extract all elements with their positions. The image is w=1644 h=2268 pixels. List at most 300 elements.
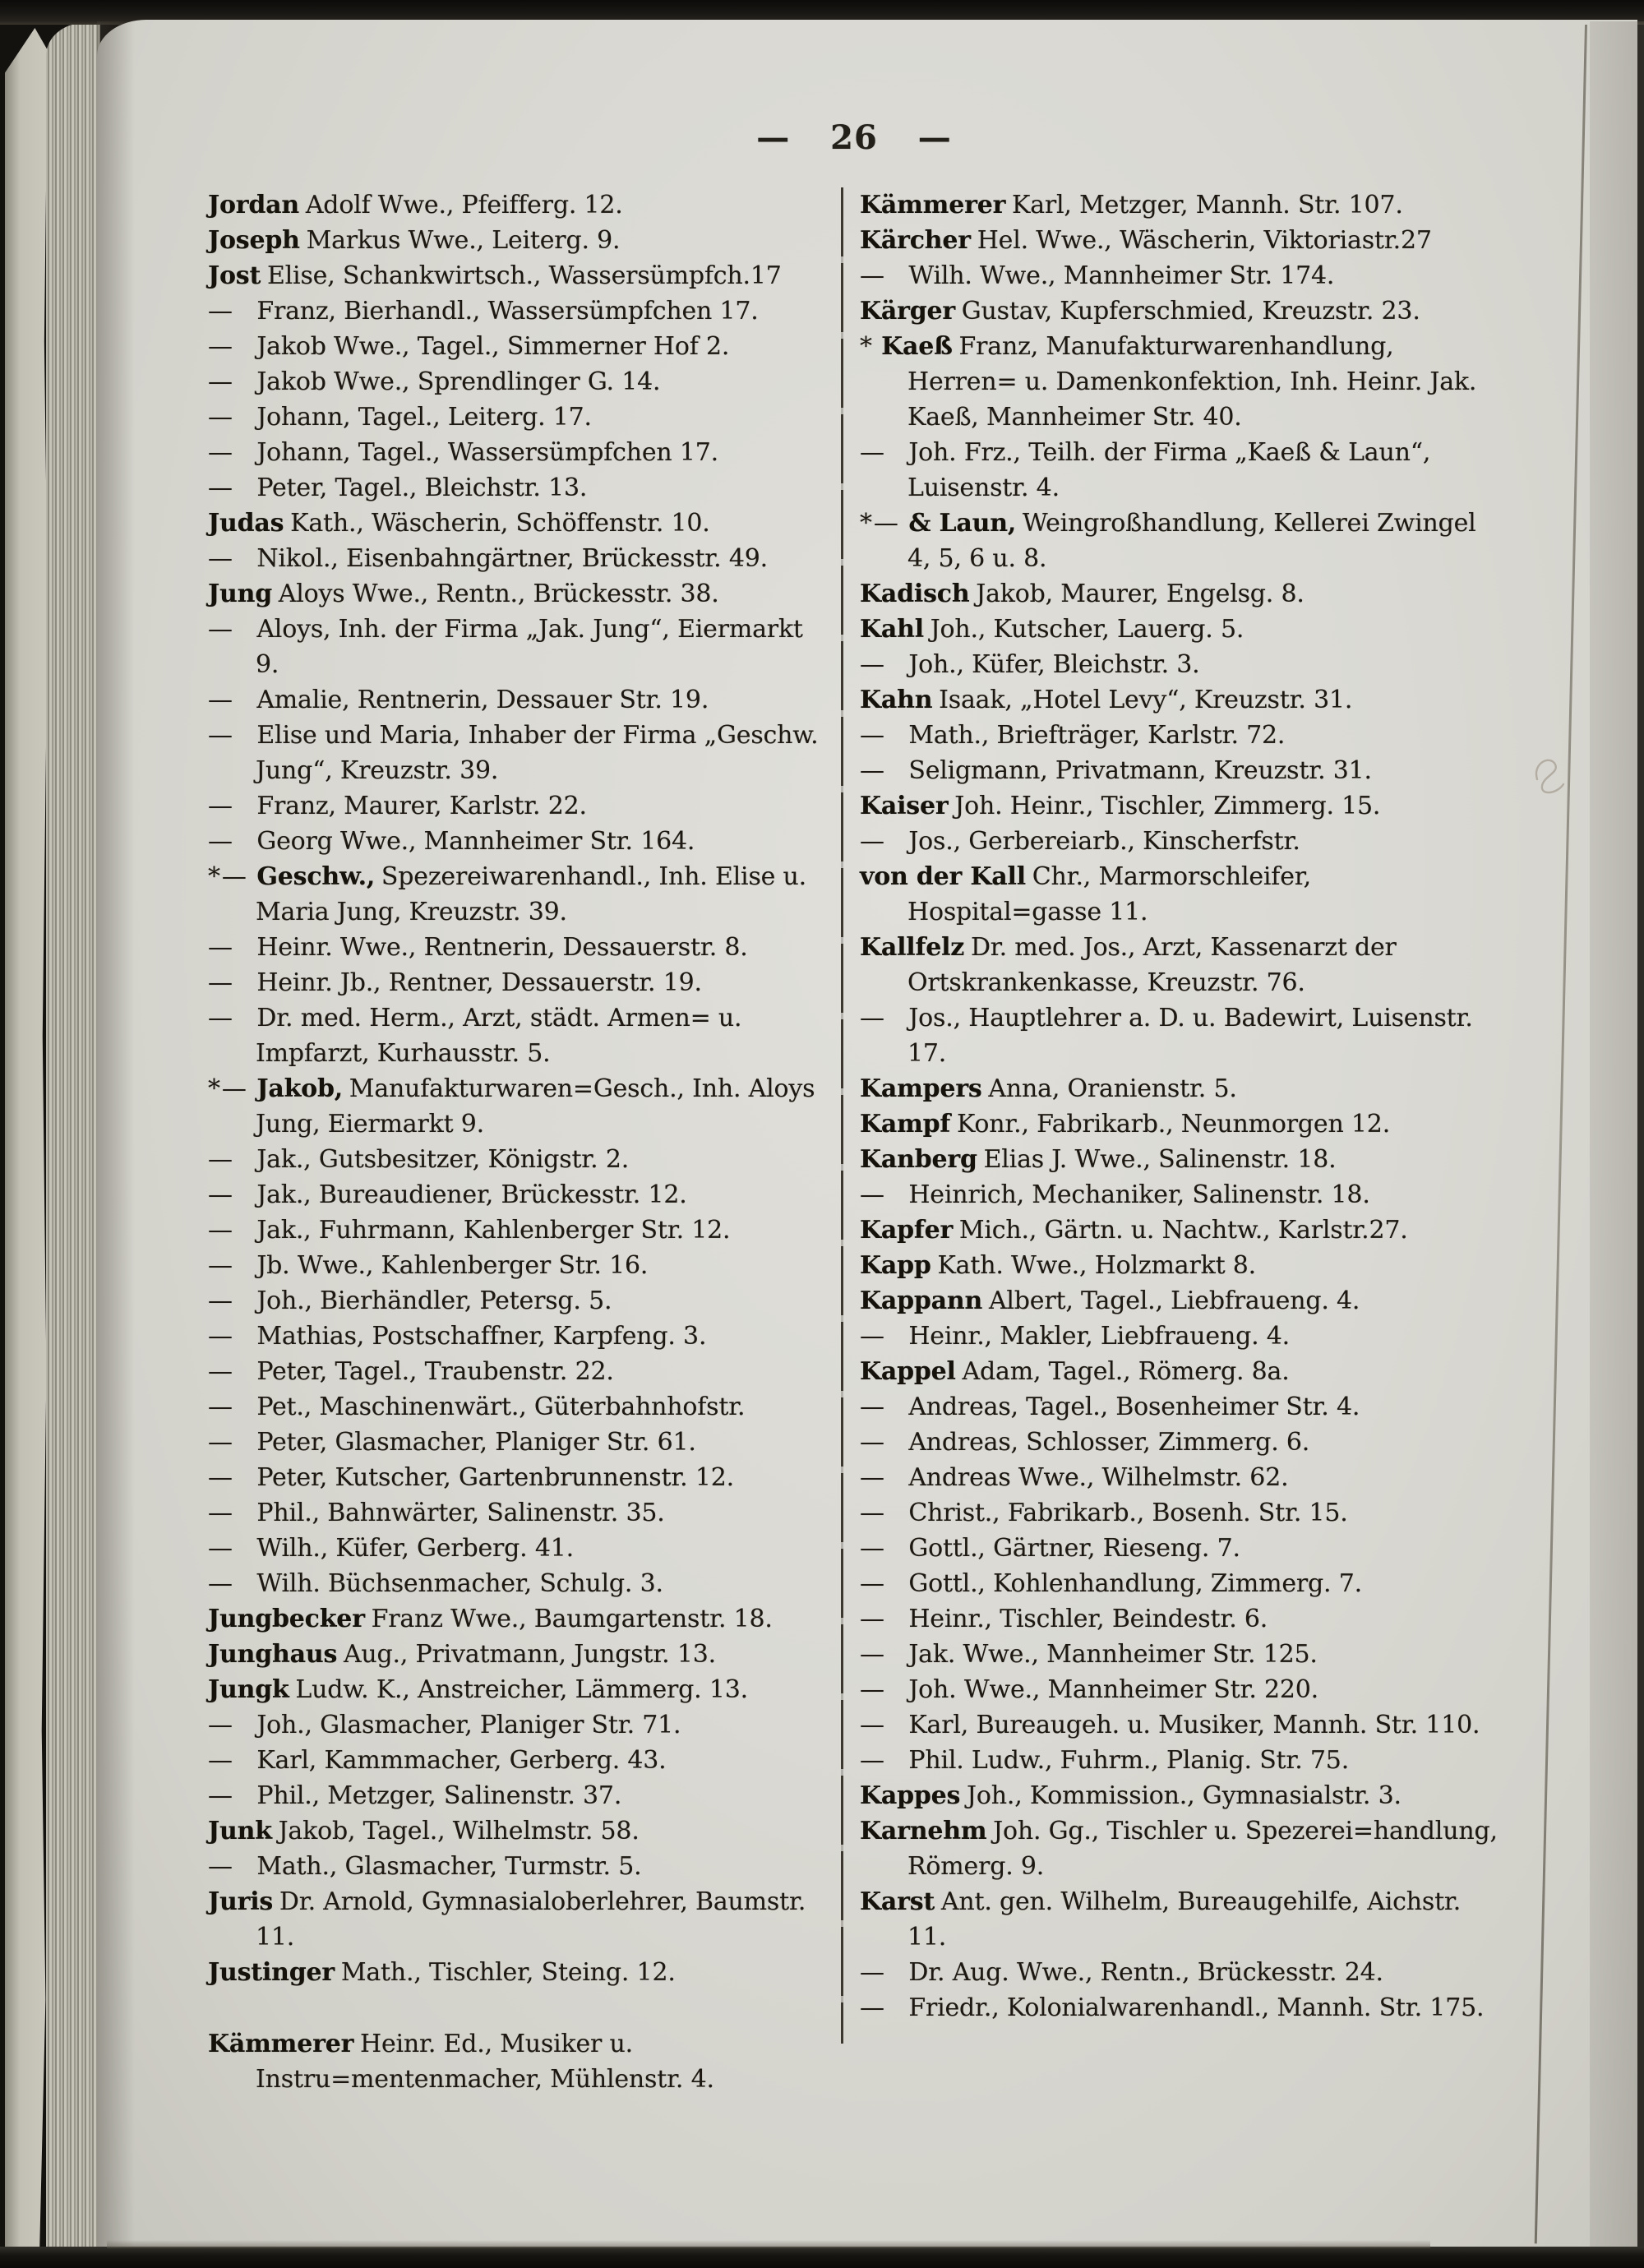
same-surname-dash: — — [208, 933, 233, 962]
entry-text: Dr. Arnold, Gymnasialoberlehrer, Baumstr. 11. — [256, 1887, 806, 1952]
star-marker: * — [208, 1074, 220, 1103]
entry-prefix — [860, 258, 901, 293]
entry-text: Joh., Kommission., Gymnasialstr. 3. — [967, 1781, 1402, 1810]
directory-entry — [860, 1389, 1500, 1425]
entry-text: Wilh., Küfer, Gerberg. 41. — [256, 1534, 574, 1563]
directory-entry — [860, 1813, 1500, 1884]
entry-prefix — [208, 682, 249, 718]
entry-text: Heinr. Jb., Rentner, Dessauerstr. 19. — [256, 968, 702, 997]
directory-entry — [208, 364, 829, 400]
same-surname-dash: — — [860, 1746, 884, 1775]
entry-text: Joh., Bierhändler, Petersg. 5. — [256, 1286, 612, 1315]
star-marker: * — [860, 509, 872, 538]
directory-entry — [208, 682, 829, 718]
directory-entry — [860, 293, 1500, 329]
entry-surname: Kampers — [860, 1074, 982, 1103]
entry-surname: Kampf — [860, 1110, 951, 1139]
directory-entry — [208, 1177, 829, 1213]
entry-surname: Junk — [208, 1817, 272, 1845]
entry-prefix — [208, 824, 249, 859]
entry-text: Jb. Wwe., Kahlenberger Str. 16. — [256, 1251, 649, 1280]
entry-text: Jakob Wwe., Sprendlinger G. 14. — [256, 367, 661, 396]
entry-text: Jakob, Maurer, Engelsg. 8. — [976, 580, 1305, 608]
gutter-shadow — [97, 21, 135, 2255]
same-surname-dash: — — [208, 827, 233, 856]
entry-surname: von der Kall — [860, 862, 1026, 891]
entry-surname: Jost — [208, 261, 261, 290]
directory-entry — [208, 1319, 829, 1354]
directory-entry — [208, 2026, 829, 2097]
directory-entry — [860, 506, 1500, 576]
same-surname-dash: — — [860, 1004, 884, 1032]
entry-prefix — [860, 1177, 901, 1213]
same-surname-dash: — — [208, 1852, 233, 1881]
entry-prefix — [208, 1177, 249, 1213]
entry-surname: Karst — [860, 1887, 935, 1916]
directory-entry — [208, 1884, 829, 1955]
directory-entry — [208, 1495, 829, 1531]
directory-entry — [208, 1566, 829, 1601]
entry-surname: Kaiser — [860, 792, 949, 820]
entry-text: Albert, Tagel., Liebfraueng. 4. — [988, 1286, 1360, 1315]
directory-entry — [208, 329, 829, 364]
entry-text: Heinr. Ed., Musiker u. Instru=mentenmacher, Mühlenstr. 4. — [256, 2030, 714, 2094]
page-number-dash-left: — — [756, 118, 791, 157]
directory-entry — [208, 1672, 829, 1707]
same-surname-dash: — — [860, 1569, 884, 1598]
directory-entry — [860, 1566, 1500, 1601]
directory-entry — [208, 1389, 829, 1425]
entry-prefix — [860, 332, 874, 361]
directory-entry — [208, 1637, 829, 1672]
directory-entry — [208, 1000, 829, 1071]
book-edge-bottom — [0, 2247, 1644, 2268]
entry-text: Ludw. K., Anstreicher, Lämmerg. 13. — [295, 1675, 748, 1704]
entry-text: Adolf Wwe., Pfeifferg. 12. — [305, 191, 623, 219]
directory-entry — [208, 1460, 829, 1495]
page-number — [208, 118, 1500, 157]
entry-text: Amalie, Rentnerin, Dessauer Str. 19. — [256, 686, 709, 714]
entry-text: Peter, Tagel., Traubenstr. 22. — [256, 1357, 614, 1386]
entry-prefix — [860, 1707, 901, 1743]
entry-prefix — [208, 364, 249, 400]
same-surname-dash: — — [208, 1499, 233, 1527]
directory-entry — [860, 435, 1500, 506]
directory-entry — [208, 1778, 829, 1813]
entry-surname: Kaeß — [881, 332, 953, 361]
entry-text: Math., Briefträger, Karlstr. 72. — [908, 721, 1286, 750]
directory-entry — [208, 718, 829, 788]
entry-text: Dr. Aug. Wwe., Rentn., Brückesstr. 24. — [908, 1958, 1383, 1987]
entry-text: Friedr., Kolonialwarenhandl., Mannh. Str. 175. — [908, 1993, 1485, 2022]
same-surname-dash: — — [860, 438, 884, 467]
entry-text: Isaak, „Hotel Levy“, Kreuzstr. 31. — [939, 686, 1353, 714]
directory-column-left — [208, 187, 829, 2097]
directory-entry — [860, 1778, 1500, 1813]
same-surname-dash: — — [208, 1781, 233, 1810]
entry-prefix — [860, 718, 901, 753]
page-edge-shade-right — [1590, 21, 1644, 2254]
directory-entry — [860, 1531, 1500, 1566]
directory-entry — [860, 223, 1500, 258]
entry-prefix — [860, 1425, 901, 1460]
entry-text: Phil., Bahnwärter, Salinenstr. 35. — [256, 1499, 665, 1527]
directory-entry — [208, 1849, 829, 1884]
directory-entry — [208, 400, 829, 435]
entry-text: Aloys Wwe., Rentn., Brückesstr. 38. — [278, 580, 719, 608]
entry-surname: Kärcher — [860, 226, 971, 255]
entry-text: Joh. Wwe., Mannheimer Str. 220. — [908, 1675, 1319, 1704]
entry-text: Jos., Gerbereiarb., Kinscherfstr. — [908, 827, 1300, 856]
entry-surname: Judas — [208, 509, 284, 538]
entry-prefix — [208, 470, 249, 506]
entry-surname: Karnehm — [860, 1817, 987, 1845]
directory-entry — [208, 1283, 829, 1319]
same-surname-dash: — — [860, 827, 884, 856]
directory-entry — [860, 1707, 1500, 1743]
directory-entry — [860, 1177, 1500, 1213]
entry-surname: Jungk — [208, 1675, 289, 1704]
entry-text: Weingroßhandlung, Kellerei Zwingel 4, 5, 6 u. 8. — [907, 509, 1476, 573]
same-surname-dash: — — [208, 1286, 233, 1315]
entry-text: Chr., Marmorschleifer, Hospital=gasse 11. — [907, 862, 1311, 926]
same-surname-dash: — — [208, 297, 233, 326]
entry-prefix — [860, 1990, 901, 2025]
same-surname-dash: — — [208, 1357, 233, 1386]
directory-entry — [860, 788, 1500, 824]
page-stack-edges-left — [46, 23, 100, 2268]
entry-text: Wilh. Wwe., Mannheimer Str. 174. — [908, 261, 1335, 290]
same-surname-dash: — — [208, 1180, 233, 1209]
directory-entry — [860, 1955, 1500, 1990]
same-surname-dash: — — [860, 721, 884, 750]
entry-text: Andreas, Schlosser, Zimmerg. 6. — [908, 1428, 1310, 1457]
entry-text: Mich., Gärtn. u. Nachtw., Karlstr.27. — [958, 1216, 1408, 1245]
entry-text: Markus Wwe., Leiterg. 9. — [306, 226, 621, 255]
entry-prefix — [860, 753, 901, 788]
entry-text: Franz, Maurer, Karlstr. 22. — [256, 792, 587, 820]
same-surname-dash: — — [208, 1746, 233, 1775]
directory-entry — [208, 1142, 829, 1177]
same-surname-dash: — — [860, 1428, 884, 1457]
entry-surname: Kahl — [860, 615, 924, 644]
entry-text: Spezereiwarenhandl., Inh. Elise u. Maria Jung, Kreuzstr. 39. — [256, 862, 806, 926]
directory-entry — [208, 258, 829, 293]
star-marker: * — [860, 332, 872, 361]
directory-entry — [208, 930, 829, 965]
same-surname-dash: — — [208, 1463, 233, 1492]
entry-prefix — [208, 293, 249, 329]
directory-entry — [208, 187, 829, 223]
entry-surname: Jungbecker — [208, 1605, 365, 1633]
same-surname-dash: — — [860, 1605, 884, 1633]
entry-text: Anna, Oranienstr. 5. — [988, 1074, 1237, 1103]
directory-entry — [208, 1955, 829, 1990]
same-surname-dash: — — [860, 1993, 884, 2022]
same-surname-dash: — — [208, 968, 233, 997]
entry-text: Peter, Glasmacher, Planiger Str. 61. — [256, 1428, 696, 1457]
entry-prefix — [208, 1248, 249, 1283]
directory-entry — [208, 824, 829, 859]
entry-prefix — [860, 1672, 901, 1707]
entry-text: Seligmann, Privatmann, Kreuzstr. 31. — [908, 756, 1372, 785]
same-surname-dash: — — [208, 1004, 233, 1032]
entry-text: Elias J. Wwe., Salinenstr. 18. — [983, 1145, 1337, 1174]
entry-text: Joh. Gg., Tischler u. Spezerei=handlung, Römerg. 9. — [907, 1817, 1498, 1881]
entry-prefix — [208, 1213, 249, 1248]
directory-entry — [208, 1743, 829, 1778]
entry-text: Dr. med. Jos., Arzt, Kassenarzt der Ortskrankenkasse, Kreuzstr. 76. — [907, 933, 1397, 997]
entry-prefix — [208, 1495, 249, 1531]
directory-entry — [860, 576, 1500, 612]
directory-entry — [860, 1071, 1500, 1106]
directory-entry — [208, 1354, 829, 1389]
directory-entry — [860, 1495, 1500, 1531]
entry-prefix — [208, 1531, 249, 1566]
entry-text: Phil., Metzger, Salinenstr. 37. — [256, 1781, 622, 1810]
entry-text: Heinr., Makler, Liebfraueng. 4. — [908, 1322, 1290, 1351]
entry-text: Hel. Wwe., Wäscherin, Viktoriastr.27 — [977, 226, 1432, 255]
entry-text: Georg Wwe., Mannheimer Str. 164. — [256, 827, 695, 856]
same-surname-dash: — — [208, 1428, 233, 1457]
same-surname-dash: — — [208, 1569, 233, 1598]
same-surname-dash: — — [860, 1499, 884, 1527]
entry-prefix — [860, 1460, 901, 1495]
entry-text: Jak., Bureaudiener, Brückesstr. 12. — [256, 1180, 687, 1209]
entry-prefix — [208, 1707, 249, 1743]
directory-entry — [860, 1425, 1500, 1460]
same-surname-dash: — — [208, 686, 233, 714]
entry-prefix — [860, 824, 901, 859]
directory-column-right — [843, 187, 1500, 2097]
entry-prefix — [208, 1319, 249, 1354]
directory-entry — [208, 435, 829, 470]
entry-text: Joh. Heinr., Tischler, Zimmerg. 15. — [954, 792, 1381, 820]
entry-surname: Kadisch — [860, 580, 970, 608]
entry-text: Jos., Hauptlehrer a. D. u. Badewirt, Luisenstr. 17. — [907, 1004, 1473, 1068]
directory-entry — [860, 1601, 1500, 1637]
directory-entry — [208, 470, 829, 506]
entry-prefix — [860, 1495, 901, 1531]
entry-prefix — [208, 1354, 249, 1389]
entry-text: Pet., Maschinenwärt., Güterbahnhofstr. — [256, 1393, 746, 1421]
entry-surname: Jakob, — [256, 1074, 343, 1103]
directory-entry — [208, 1813, 829, 1849]
same-surname-dash: — — [860, 1393, 884, 1421]
directory-entry — [860, 1460, 1500, 1495]
entry-prefix — [208, 930, 249, 965]
entry-text: Nikol., Eisenbahngärtner, Brückesstr. 49. — [256, 544, 768, 573]
entry-surname: Kallfelz — [860, 933, 965, 962]
directory-entry — [208, 576, 829, 612]
directory-entry — [860, 612, 1500, 647]
directory-entry — [208, 1707, 829, 1743]
directory-entry — [860, 1672, 1500, 1707]
entry-surname: Geschw., — [256, 862, 376, 891]
same-surname-dash: — — [860, 1180, 884, 1209]
entry-text: Jak., Fuhrmann, Kahlenberger Str. 12. — [256, 1216, 731, 1245]
entry-surname: Kanberg — [860, 1145, 977, 1174]
entry-prefix — [860, 1743, 901, 1778]
directory-entry — [860, 930, 1500, 1000]
entry-text: Manufakturwaren=Gesch., Inh. Aloys Jung, Eiermarkt 9. — [256, 1074, 815, 1139]
entry-text: Karl, Kammmacher, Gerberg. 43. — [256, 1746, 667, 1775]
same-surname-dash: — — [208, 1393, 233, 1421]
entry-prefix — [208, 612, 249, 647]
entry-text: Heinr. Wwe., Rentnerin, Dessauerstr. 8. — [256, 933, 748, 962]
entry-text: Christ., Fabrikarb., Bosenh. Str. 15. — [908, 1499, 1348, 1527]
same-surname-dash: — — [873, 509, 898, 538]
entry-text: Mathias, Postschaffner, Karpfeng. 3. — [256, 1322, 707, 1351]
entry-prefix — [208, 859, 249, 894]
directory-entry — [208, 223, 829, 258]
same-surname-dash: — — [208, 721, 233, 750]
entry-prefix — [208, 1142, 249, 1177]
same-surname-dash: — — [208, 792, 233, 820]
same-surname-dash: — — [860, 756, 884, 785]
directory-entry — [860, 1142, 1500, 1177]
entry-text: Jakob Wwe., Tagel., Simmerner Hof 2. — [256, 332, 730, 361]
directory-entry — [208, 1248, 829, 1283]
entry-text: Karl, Metzger, Mannh. Str. 107. — [1011, 191, 1403, 219]
same-surname-dash: — — [860, 261, 884, 290]
same-surname-dash: — — [860, 1711, 884, 1739]
entry-text: Adam, Tagel., Römerg. 8a. — [962, 1357, 1290, 1386]
same-surname-dash: — — [860, 1958, 884, 1987]
entry-text: Andreas, Tagel., Bosenheimer Str. 4. — [908, 1393, 1360, 1421]
directory-entry — [208, 1071, 829, 1142]
entry-prefix — [208, 1566, 249, 1601]
entry-prefix — [860, 1955, 901, 1990]
scanned-page — [97, 20, 1637, 2252]
entry-text: Peter, Kutscher, Gartenbrunnenstr. 12. — [256, 1463, 734, 1492]
entry-surname: Kappann — [860, 1286, 983, 1315]
entry-prefix — [208, 541, 249, 576]
same-surname-dash: — — [221, 862, 247, 891]
entry-text: Franz, Manufakturwarenhandlung, Herren= u. Damenkonfektion, Inh. Heinr. Jak. Kaeß, Mannheimer Str. 40. — [907, 332, 1477, 432]
directory-entry — [208, 1531, 829, 1566]
directory-entry — [860, 1990, 1500, 2025]
entry-prefix — [208, 788, 249, 824]
same-surname-dash: — — [860, 1463, 884, 1492]
entry-prefix — [860, 647, 901, 682]
entry-text: Ant. gen. Wilhelm, Bureaugehilfe, Aichstr. 11. — [907, 1887, 1462, 1952]
directory-entry — [860, 859, 1500, 930]
entry-text: Math., Tischler, Steing. 12. — [340, 1958, 676, 1987]
entry-text: Phil. Ludw., Fuhrm., Planig. Str. 75. — [908, 1746, 1350, 1775]
entry-surname: Kämmerer — [208, 2030, 354, 2058]
entry-prefix — [208, 1743, 249, 1778]
directory-entry — [208, 1425, 829, 1460]
page-number-value: 26 — [830, 118, 878, 157]
book-deckle-edge-left — [5, 28, 48, 2268]
page-number-dash-right: — — [917, 118, 952, 157]
entry-surname: Kahn — [860, 686, 933, 714]
same-surname-dash: — — [208, 332, 233, 361]
entry-surname: Jung — [208, 580, 272, 608]
directory-entry — [860, 1000, 1500, 1071]
directory-entry — [208, 788, 829, 824]
entry-prefix — [860, 1637, 901, 1672]
entry-text: Joh., Kutscher, Lauerg. 5. — [930, 615, 1245, 644]
entry-text: Heinr., Tischler, Beindestr. 6. — [908, 1605, 1268, 1633]
directory-entry — [860, 718, 1500, 753]
entry-prefix — [208, 1389, 249, 1425]
entry-prefix — [208, 718, 249, 753]
same-surname-dash: — — [208, 1145, 233, 1174]
entry-prefix — [860, 506, 901, 541]
directory-entry — [860, 1106, 1500, 1142]
entry-text: Wilh. Büchsenmacher, Schulg. 3. — [256, 1569, 663, 1598]
entry-text: Karl, Bureaugeh. u. Musiker, Mannh. Str. 110. — [908, 1711, 1480, 1739]
entry-prefix — [860, 1531, 901, 1566]
directory-entry — [860, 1884, 1500, 1955]
entry-text: Kath. Wwe., Holzmarkt 8. — [937, 1251, 1256, 1280]
entry-prefix — [208, 1849, 249, 1884]
directory-entry — [208, 541, 829, 576]
directory-entry — [860, 753, 1500, 788]
directory-entry — [860, 1213, 1500, 1248]
entry-surname: Kappes — [860, 1781, 961, 1810]
same-surname-dash: — — [208, 473, 233, 502]
same-surname-dash: — — [208, 403, 233, 432]
entry-surname: Joseph — [208, 226, 300, 255]
entry-prefix — [208, 1283, 249, 1319]
entry-text: Konr., Fabrikarb., Neunmorgen 12. — [956, 1110, 1391, 1139]
entry-surname: Kapp — [860, 1251, 931, 1280]
same-surname-dash: — — [208, 1216, 233, 1245]
directory-text-block — [208, 187, 1500, 2097]
entry-text: Dr. med. Herm., Arzt, städt. Armen= u. Impfarzt, Kurhausstr. 5. — [256, 1004, 742, 1068]
entry-text: Jak., Gutsbesitzer, Königstr. 2. — [256, 1145, 630, 1174]
same-surname-dash: — — [860, 1534, 884, 1563]
entry-prefix — [860, 1566, 901, 1601]
entry-prefix — [208, 965, 249, 1000]
entry-surname: Justinger — [208, 1958, 335, 1987]
same-surname-dash: — — [860, 1322, 884, 1351]
entry-prefix — [860, 435, 901, 470]
directory-entry — [860, 647, 1500, 682]
entry-text: Gustav, Kupferschmied, Kreuzstr. 23. — [961, 297, 1420, 326]
entry-text: Peter, Tagel., Bleichstr. 13. — [256, 473, 588, 502]
entry-text: Gottl., Gärtner, Rieseng. 7. — [908, 1534, 1240, 1563]
directory-entry — [860, 824, 1500, 859]
directory-entry — [860, 187, 1500, 223]
entry-surname: & Laun, — [908, 509, 1017, 538]
directory-entry — [860, 1637, 1500, 1672]
entry-text: Johann, Tagel., Wassersümpfchen 17. — [256, 438, 718, 467]
star-marker: * — [208, 862, 220, 891]
entry-text: Math., Glasmacher, Turmstr. 5. — [256, 1852, 642, 1881]
same-surname-dash: — — [221, 1074, 247, 1103]
entry-text: Andreas Wwe., Wilhelmstr. 62. — [908, 1463, 1289, 1492]
entry-text: Heinrich, Mechaniker, Salinenstr. 18. — [908, 1180, 1370, 1209]
entry-text: Aug., Privatmann, Jungstr. 13. — [343, 1640, 716, 1669]
same-surname-dash: — — [860, 1640, 884, 1669]
directory-entry — [860, 1248, 1500, 1283]
directory-entry — [208, 1213, 829, 1248]
entry-text: Franz Wwe., Baumgartenstr. 18. — [371, 1605, 773, 1633]
directory-entry — [860, 682, 1500, 718]
entry-surname: Kämmerer — [860, 191, 1006, 219]
entry-prefix — [208, 435, 249, 470]
entry-text: Jakob, Tagel., Wilhelmstr. 58. — [278, 1817, 640, 1845]
entry-text: Joh., Glasmacher, Planiger Str. 71. — [256, 1711, 681, 1739]
directory-entry — [208, 859, 829, 930]
entry-prefix — [860, 1000, 901, 1036]
directory-entry — [860, 1283, 1500, 1319]
entry-text: Joh., Küfer, Bleichstr. 3. — [908, 650, 1200, 679]
